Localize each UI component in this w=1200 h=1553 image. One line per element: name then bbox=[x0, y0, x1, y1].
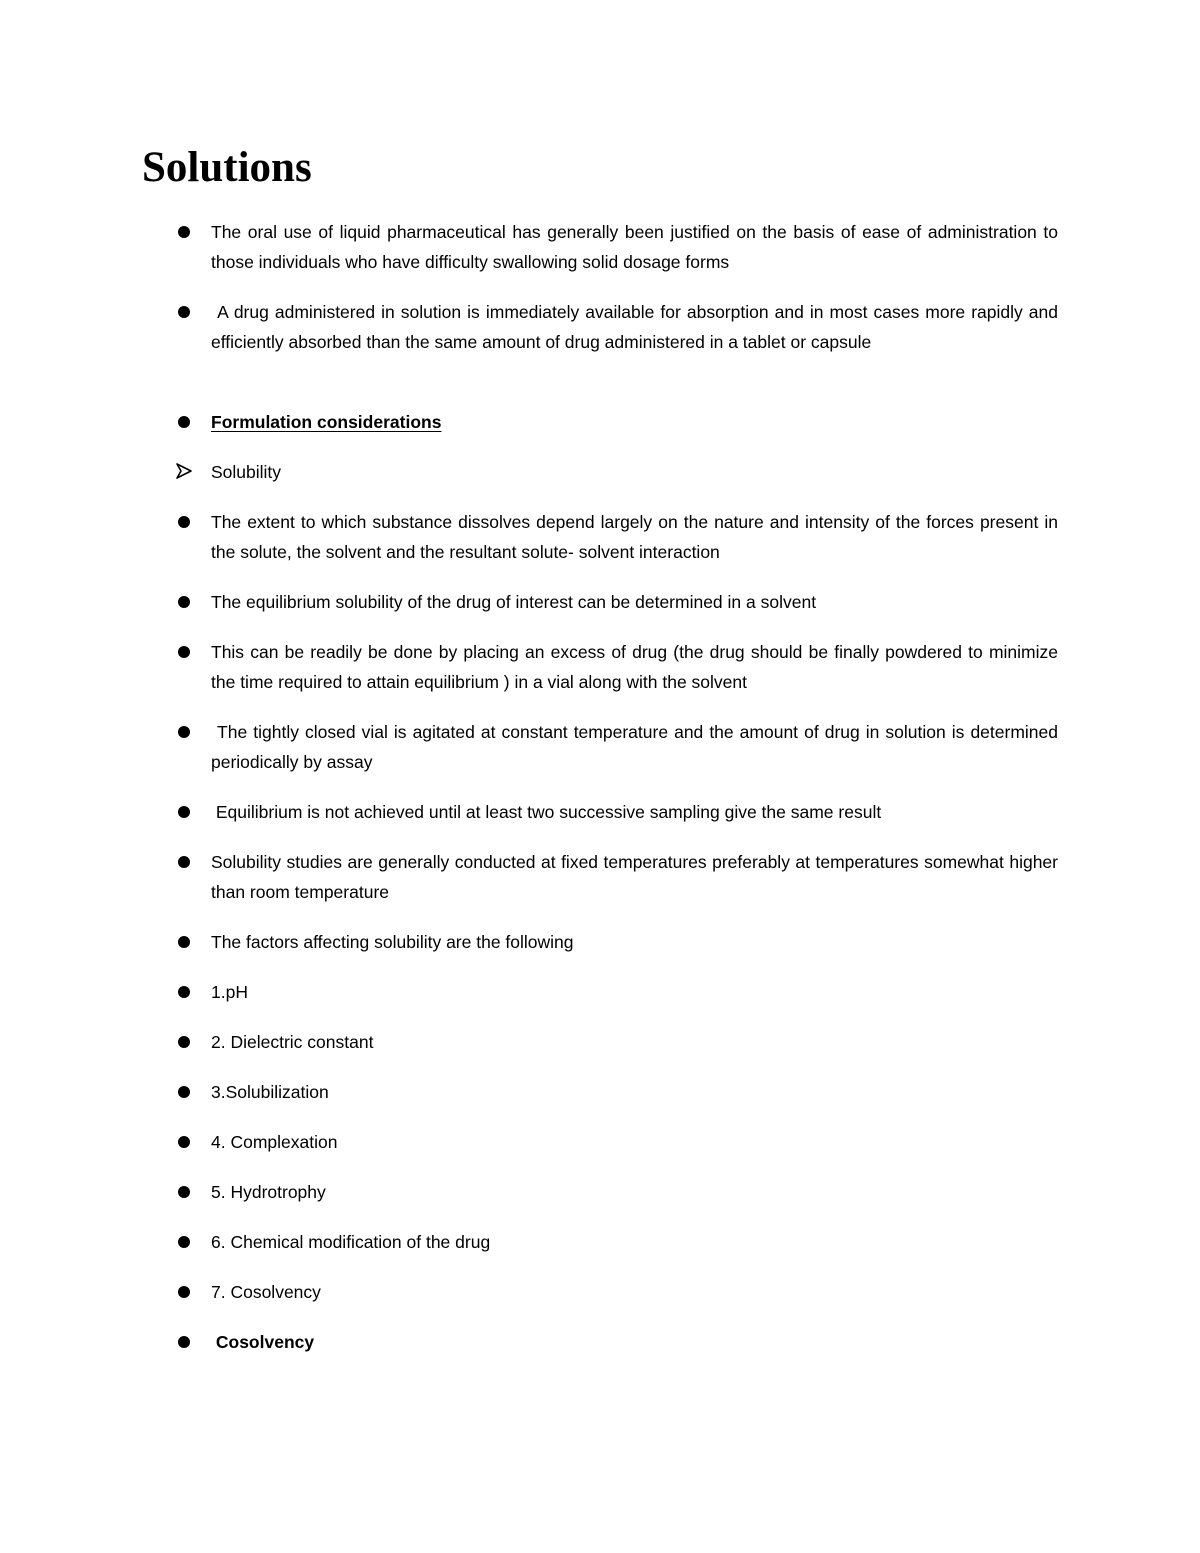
list-item bbox=[175, 977, 1058, 1007]
list-item-text: 3.Solubilization bbox=[211, 1082, 329, 1102]
bullet-dot-icon bbox=[175, 637, 199, 667]
arrow-bullet-icon bbox=[175, 457, 199, 487]
list-item bbox=[175, 797, 1058, 827]
bullet-dot-icon bbox=[175, 847, 199, 877]
list-item-text: A drug administered in solution is immediately available for absorption and in most cases more rapidly and efficiently absorbed than the same amount of drug administered in a tablet or capsule bbox=[211, 302, 1063, 352]
bullet-dot-icon bbox=[175, 1277, 199, 1307]
list-item-text: 5. Hydrotrophy bbox=[211, 1182, 326, 1202]
bullet-dot-icon bbox=[175, 1227, 199, 1257]
bullet-dot-icon bbox=[175, 1127, 199, 1157]
list-item bbox=[175, 717, 1063, 777]
bullet-dot-icon bbox=[175, 717, 199, 747]
bullet-dot-icon bbox=[175, 297, 199, 327]
list-item-text: 1.pH bbox=[211, 982, 248, 1002]
bullet-dot-icon bbox=[175, 507, 199, 537]
list-item bbox=[175, 847, 1063, 907]
list-item bbox=[175, 1327, 1058, 1357]
bullet-dot-icon bbox=[175, 1327, 199, 1357]
list-item-text: 4. Complexation bbox=[211, 1132, 338, 1152]
list-item bbox=[175, 407, 1058, 437]
list-item-text: Equilibrium is not achieved until at least two successive sampling give the same result bbox=[211, 802, 882, 822]
list-item bbox=[175, 507, 1063, 567]
list-item bbox=[175, 637, 1063, 697]
list-item-text: The tightly closed vial is agitated at constant temperature and the amount of drug in solution is determined periodically by assay bbox=[211, 722, 1063, 772]
list-item-text: Solubility studies are generally conducted at fixed temperatures preferably at temperatures somewhat higher than room temperature bbox=[211, 852, 1063, 902]
bullet-dot-icon bbox=[175, 587, 199, 617]
subsection-label: Solubility bbox=[211, 462, 282, 482]
bullet-dot-icon bbox=[175, 797, 199, 827]
bullet-dot-icon bbox=[175, 1077, 199, 1107]
list-item-text: 7. Cosolvency bbox=[211, 1282, 321, 1302]
list-item-text: The extent to which substance dissolves depend largely on the nature and intensity of the forces present in the solute, the solvent and the resultant solute- solvent interaction bbox=[211, 512, 1063, 562]
bullet-dot-icon bbox=[175, 1027, 199, 1057]
list-item-text: This can be readily be done by placing an excess of drug (the drug should be finally powdered to minimize the time required to attain equilibrium ) in a vial along with the solvent bbox=[211, 642, 1063, 692]
list-item bbox=[175, 1177, 1058, 1207]
list-item-text: The oral use of liquid pharmaceutical has generally been justified on the basis of ease of administration to those individuals who have difficulty swallowing solid dosage forms bbox=[211, 222, 1063, 272]
list-item-text: 2. Dielectric constant bbox=[211, 1032, 374, 1052]
section-heading: Formulation considerations bbox=[211, 412, 442, 432]
bullet-dot-icon bbox=[175, 927, 199, 957]
bullet-dot-icon bbox=[175, 217, 199, 247]
list-item bbox=[175, 587, 1058, 617]
list-item bbox=[175, 217, 1063, 277]
bullet-dot-icon bbox=[175, 407, 199, 437]
list-item bbox=[175, 927, 1058, 957]
section-heading: Cosolvency bbox=[211, 1332, 315, 1352]
list-item-text: The equilibrium solubility of the drug of interest can be determined in a solvent bbox=[211, 592, 817, 612]
list-item bbox=[175, 457, 1058, 487]
list-item bbox=[175, 1127, 1058, 1157]
bullet-dot-icon bbox=[175, 977, 199, 1007]
list-item bbox=[175, 1227, 1058, 1257]
list-item bbox=[175, 1027, 1058, 1057]
bullet-dot-icon bbox=[175, 1177, 199, 1207]
list-item bbox=[175, 1077, 1058, 1107]
list-item bbox=[175, 297, 1063, 357]
list-item-text: 6. Chemical modification of the drug bbox=[211, 1232, 491, 1252]
list-item bbox=[175, 1277, 1058, 1307]
list-item-text: The factors affecting solubility are the following bbox=[211, 932, 574, 952]
page-title: Solutions bbox=[142, 144, 312, 191]
